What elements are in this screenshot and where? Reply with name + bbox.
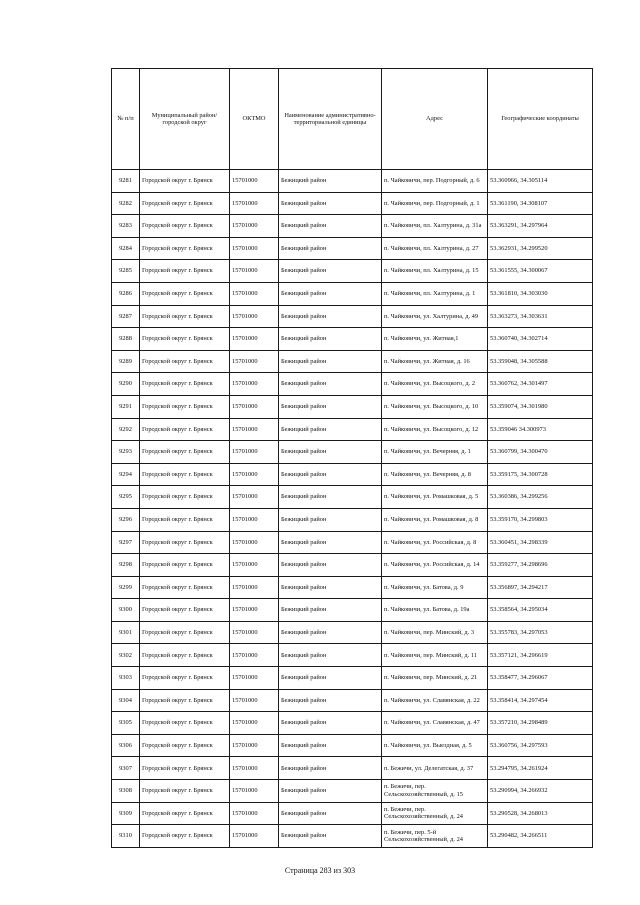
cell-coordinates: 53.360756, 34.297593 bbox=[488, 734, 593, 757]
cell-coordinates: 53.359170, 34.299803 bbox=[488, 508, 593, 531]
cell-unit: Бежицкий район bbox=[279, 689, 382, 712]
header-cell-district: Муниципальный район/городской округ bbox=[140, 69, 230, 170]
table-row bbox=[112, 305, 593, 328]
cell-district: Городской округ г. Брянск bbox=[140, 667, 230, 690]
table-row bbox=[112, 463, 593, 486]
table-row bbox=[112, 350, 593, 373]
cell-number: 9309 bbox=[112, 802, 140, 825]
cell-coordinates: 53.294795, 34.261924 bbox=[488, 757, 593, 780]
cell-address: п. Чайковичи, ул. Ромашковая, д. 8 bbox=[382, 508, 488, 531]
cell-district: Городской округ г. Брянск bbox=[140, 418, 230, 441]
cell-address: п. Чайковичи, пл. Халтурина, д. 31а bbox=[382, 215, 488, 238]
cell-number: 9285 bbox=[112, 260, 140, 283]
cell-district: Городской округ г. Брянск bbox=[140, 825, 230, 848]
cell-number: 9303 bbox=[112, 667, 140, 690]
cell-unit: Бежицкий район bbox=[279, 260, 382, 283]
cell-oktmo: 15701000 bbox=[230, 802, 279, 825]
cell-district: Городской округ г. Брянск bbox=[140, 373, 230, 396]
cell-coordinates: 53.355783, 34.297053 bbox=[488, 621, 593, 644]
cell-coordinates: 53.357121, 34.296619 bbox=[488, 644, 593, 667]
cell-unit: Бежицкий район bbox=[279, 486, 382, 509]
table-row bbox=[112, 486, 593, 509]
cell-number: 9299 bbox=[112, 576, 140, 599]
cell-unit: Бежицкий район bbox=[279, 305, 382, 328]
cell-address: п. Чайковичи, ул. Высоцкого, д. 12 bbox=[382, 418, 488, 441]
table-row bbox=[112, 621, 593, 644]
cell-address: п. Чайковичи, ул. Славянская, д. 22 bbox=[382, 689, 488, 712]
cell-district: Городской округ г. Брянск bbox=[140, 576, 230, 599]
cell-oktmo: 15701000 bbox=[230, 328, 279, 351]
cell-district: Городской округ г. Брянск bbox=[140, 531, 230, 554]
cell-unit: Бежицкий район bbox=[279, 667, 382, 690]
table-row bbox=[112, 780, 593, 803]
cell-oktmo: 15701000 bbox=[230, 734, 279, 757]
cell-unit: Бежицкий район bbox=[279, 328, 382, 351]
cell-coordinates: 53.360451, 34.298339 bbox=[488, 531, 593, 554]
cell-district: Городской округ г. Брянск bbox=[140, 712, 230, 735]
cell-address: п. Чайковичи, пер. Минский, д. 3 bbox=[382, 621, 488, 644]
table-row bbox=[112, 599, 593, 622]
cell-oktmo: 15701000 bbox=[230, 192, 279, 215]
cell-district: Городской округ г. Брянск bbox=[140, 644, 230, 667]
table-row bbox=[112, 260, 593, 283]
cell-address: п. Чайковичи, ул. Российская, д. 8 bbox=[382, 531, 488, 554]
cell-number: 9292 bbox=[112, 418, 140, 441]
cell-unit: Бежицкий район bbox=[279, 192, 382, 215]
table-row bbox=[112, 825, 593, 848]
cell-number: 9297 bbox=[112, 531, 140, 554]
cell-district: Городской округ г. Брянск bbox=[140, 192, 230, 215]
cell-coordinates: 53.363291, 34.297964 bbox=[488, 215, 593, 238]
header-cell-address: Адрес bbox=[382, 69, 488, 170]
cell-district: Городской округ г. Брянск bbox=[140, 463, 230, 486]
cell-number: 9310 bbox=[112, 825, 140, 848]
cell-district: Городской округ г. Брянск bbox=[140, 599, 230, 622]
cell-unit: Бежицкий район bbox=[279, 757, 382, 780]
cell-address: п. Чайковичи, пер. Минский, д. 21 bbox=[382, 667, 488, 690]
cell-number: 9295 bbox=[112, 486, 140, 509]
cell-address: п. Бежичи, пер. Сельскохозяйственный, д. 15 bbox=[382, 780, 488, 803]
cell-address: п. Бежичи, пер. 5-й Сельскохозяйственный, д. 24 bbox=[382, 825, 488, 848]
cell-number: 9307 bbox=[112, 757, 140, 780]
cell-address: п. Чайковичи, пер. Подгорный, д. 6 bbox=[382, 170, 488, 193]
cell-address: п. Чайковичи, ул. Вечерняя, д. 8 bbox=[382, 463, 488, 486]
cell-number: 9287 bbox=[112, 305, 140, 328]
cell-coordinates: 53.359175, 34.300728 bbox=[488, 463, 593, 486]
cell-address: п. Чайковичи, ул. Житная, д. 16 bbox=[382, 350, 488, 373]
cell-unit: Бежицкий район bbox=[279, 825, 382, 848]
cell-oktmo: 15701000 bbox=[230, 712, 279, 735]
cell-address: п. Чайковичи, пер. Минский, д. 11 bbox=[382, 644, 488, 667]
cell-unit: Бежицкий район bbox=[279, 576, 382, 599]
header-cell-oktmo: ОКТМО bbox=[230, 69, 279, 170]
cell-unit: Бежицкий район bbox=[279, 621, 382, 644]
cell-oktmo: 15701000 bbox=[230, 825, 279, 848]
cell-unit: Бежицкий район bbox=[279, 802, 382, 825]
table-row bbox=[112, 576, 593, 599]
cell-district: Городской округ г. Брянск bbox=[140, 508, 230, 531]
cell-address: п. Чайковичи, пер. Подгорный, д. 1 bbox=[382, 192, 488, 215]
header-cell-unit: Наименование административно-территориальной единицы bbox=[279, 69, 382, 170]
cell-number: 9294 bbox=[112, 463, 140, 486]
cell-address: п. Чайковичи, ул. Славянская, д. 47 bbox=[382, 712, 488, 735]
cell-district: Городской округ г. Брянск bbox=[140, 282, 230, 305]
cell-coordinates: 53.363273, 34.303631 bbox=[488, 305, 593, 328]
cell-oktmo: 15701000 bbox=[230, 350, 279, 373]
table-row bbox=[112, 531, 593, 554]
cell-coordinates: 53.356897, 34.294217 bbox=[488, 576, 593, 599]
cell-number: 9304 bbox=[112, 689, 140, 712]
cell-number: 9281 bbox=[112, 170, 140, 193]
cell-number: 9286 bbox=[112, 282, 140, 305]
cell-address: п. Чайковичи, пл. Халтурина, д. 1 bbox=[382, 282, 488, 305]
cell-coordinates: 53.360740, 34.302714 bbox=[488, 328, 593, 351]
cell-address: п. Бежичи, пер. Сельскохозяйственный, д. 24 bbox=[382, 802, 488, 825]
table-row bbox=[112, 712, 593, 735]
cell-coordinates: 53.361810, 34.303030 bbox=[488, 282, 593, 305]
table-row bbox=[112, 282, 593, 305]
cell-oktmo: 15701000 bbox=[230, 486, 279, 509]
cell-unit: Бежицкий район bbox=[279, 644, 382, 667]
cell-coordinates: 53.361555, 34.300067 bbox=[488, 260, 593, 283]
cell-unit: Бежицкий район bbox=[279, 350, 382, 373]
cell-address: п. Чайковичи, ул. Ромашковая, д. 5 bbox=[382, 486, 488, 509]
cell-coordinates: 53.357210, 34.298489 bbox=[488, 712, 593, 735]
cell-address: п. Чайковичи, пл. Халтурина, д. 15 bbox=[382, 260, 488, 283]
cell-number: 9288 bbox=[112, 328, 140, 351]
cell-district: Городской округ г. Брянск bbox=[140, 170, 230, 193]
cell-unit: Бежицкий район bbox=[279, 373, 382, 396]
cell-number: 9301 bbox=[112, 621, 140, 644]
cell-coordinates: 53.358477, 34.296067 bbox=[488, 667, 593, 690]
cell-oktmo: 15701000 bbox=[230, 689, 279, 712]
cell-number: 9296 bbox=[112, 508, 140, 531]
cell-oktmo: 15701000 bbox=[230, 441, 279, 464]
cell-unit: Бежицкий район bbox=[279, 463, 382, 486]
table-row bbox=[112, 508, 593, 531]
cell-coordinates: 53.359048, 34.305588 bbox=[488, 350, 593, 373]
table-row bbox=[112, 441, 593, 464]
cell-coordinates: 53.358564, 34.295034 bbox=[488, 599, 593, 622]
cell-oktmo: 15701000 bbox=[230, 395, 279, 418]
cell-oktmo: 15701000 bbox=[230, 373, 279, 396]
cell-coordinates: 53.359046 34.300973 bbox=[488, 418, 593, 441]
cell-oktmo: 15701000 bbox=[230, 215, 279, 238]
cell-district: Городской округ г. Брянск bbox=[140, 441, 230, 464]
page-number: Страница 283 из 303 bbox=[284, 866, 356, 875]
cell-district: Городской округ г. Брянск bbox=[140, 780, 230, 803]
cell-district: Городской округ г. Брянск bbox=[140, 260, 230, 283]
cell-coordinates: 53.360799, 34.300470 bbox=[488, 441, 593, 464]
cell-district: Городской округ г. Брянск bbox=[140, 734, 230, 757]
cell-coordinates: 53.360762, 34.301497 bbox=[488, 373, 593, 396]
table-row bbox=[112, 237, 593, 260]
cell-oktmo: 15701000 bbox=[230, 621, 279, 644]
cell-oktmo: 15701000 bbox=[230, 554, 279, 577]
cell-oktmo: 15701000 bbox=[230, 599, 279, 622]
table-row bbox=[112, 644, 593, 667]
cell-coordinates: 53.362931, 34.299520 bbox=[488, 237, 593, 260]
cell-address: п. Бежичи, ул. Делегатская, д. 37 bbox=[382, 757, 488, 780]
cell-oktmo: 15701000 bbox=[230, 282, 279, 305]
cell-unit: Бежицкий район bbox=[279, 170, 382, 193]
cell-number: 9302 bbox=[112, 644, 140, 667]
cell-oktmo: 15701000 bbox=[230, 576, 279, 599]
cell-number: 9283 bbox=[112, 215, 140, 238]
cell-oktmo: 15701000 bbox=[230, 508, 279, 531]
cell-coordinates: 53.290482, 34.266511 bbox=[488, 825, 593, 848]
cell-district: Городской округ г. Брянск bbox=[140, 237, 230, 260]
cell-unit: Бежицкий район bbox=[279, 508, 382, 531]
cell-district: Городской округ г. Брянск bbox=[140, 395, 230, 418]
cell-address: п. Чайковичи, ул. Высоцкого, д. 10 bbox=[382, 395, 488, 418]
cell-number: 9298 bbox=[112, 554, 140, 577]
cell-number: 9293 bbox=[112, 441, 140, 464]
cell-oktmo: 15701000 bbox=[230, 531, 279, 554]
table-row bbox=[112, 170, 593, 193]
cell-number: 9300 bbox=[112, 599, 140, 622]
cell-number: 9284 bbox=[112, 237, 140, 260]
cell-district: Городской округ г. Брянск bbox=[140, 689, 230, 712]
cell-address: п. Чайковичи, ул. Вечерняя, д. 1 bbox=[382, 441, 488, 464]
cell-address: п. Чайковичи, ул. Батова, д. 9 bbox=[382, 576, 488, 599]
data-table bbox=[111, 68, 593, 848]
cell-unit: Бежицкий район bbox=[279, 780, 382, 803]
table-row bbox=[112, 328, 593, 351]
cell-district: Городской округ г. Брянск bbox=[140, 305, 230, 328]
header-cell-coordinates: Географические координаты bbox=[488, 69, 593, 170]
cell-coordinates: 53.359277, 34.298696 bbox=[488, 554, 593, 577]
cell-unit: Бежицкий район bbox=[279, 734, 382, 757]
cell-oktmo: 15701000 bbox=[230, 170, 279, 193]
cell-coordinates: 53.290994, 34.266932 bbox=[488, 780, 593, 803]
cell-number: 9291 bbox=[112, 395, 140, 418]
cell-unit: Бежицкий район bbox=[279, 215, 382, 238]
cell-unit: Бежицкий район bbox=[279, 554, 382, 577]
table-row bbox=[112, 192, 593, 215]
table-row bbox=[112, 734, 593, 757]
cell-oktmo: 15701000 bbox=[230, 463, 279, 486]
cell-unit: Бежицкий район bbox=[279, 441, 382, 464]
cell-number: 9290 bbox=[112, 373, 140, 396]
cell-unit: Бежицкий район bbox=[279, 237, 382, 260]
cell-number: 9308 bbox=[112, 780, 140, 803]
cell-district: Городской округ г. Брянск bbox=[140, 350, 230, 373]
cell-number: 9289 bbox=[112, 350, 140, 373]
cell-district: Городской округ г. Брянск bbox=[140, 328, 230, 351]
cell-district: Городской округ г. Брянск bbox=[140, 621, 230, 644]
cell-address: п. Чайковичи, ул. Халтурина, д. 49 bbox=[382, 305, 488, 328]
cell-district: Городской округ г. Брянск bbox=[140, 215, 230, 238]
cell-district: Городской округ г. Брянск bbox=[140, 802, 230, 825]
cell-unit: Бежицкий район bbox=[279, 395, 382, 418]
cell-address: п. Чайковичи, ул. Российская, д. 14 bbox=[382, 554, 488, 577]
table-row bbox=[112, 418, 593, 441]
cell-unit: Бежицкий район bbox=[279, 418, 382, 441]
cell-number: 9282 bbox=[112, 192, 140, 215]
table-row bbox=[112, 667, 593, 690]
cell-district: Городской округ г. Брянск bbox=[140, 554, 230, 577]
cell-address: п. Чайковичи, ул. Высоцкого, д. 2 bbox=[382, 373, 488, 396]
cell-district: Городской округ г. Брянск bbox=[140, 486, 230, 509]
cell-unit: Бежицкий район bbox=[279, 282, 382, 305]
cell-oktmo: 15701000 bbox=[230, 667, 279, 690]
cell-oktmo: 15701000 bbox=[230, 644, 279, 667]
table-row bbox=[112, 689, 593, 712]
cell-oktmo: 15701000 bbox=[230, 757, 279, 780]
cell-number: 9305 bbox=[112, 712, 140, 735]
cell-oktmo: 15701000 bbox=[230, 305, 279, 328]
cell-address: п. Чайковичи, ул. Батова, д. 19а bbox=[382, 599, 488, 622]
cell-oktmo: 15701000 bbox=[230, 260, 279, 283]
table-row bbox=[112, 802, 593, 825]
table-row bbox=[112, 395, 593, 418]
header-cell-number: № п/п bbox=[112, 69, 140, 170]
cell-oktmo: 15701000 bbox=[230, 418, 279, 441]
cell-coordinates: 53.361190, 34.308107 bbox=[488, 192, 593, 215]
cell-address: п. Чайковичи, ул. Житная,1 bbox=[382, 328, 488, 351]
cell-oktmo: 15701000 bbox=[230, 780, 279, 803]
cell-address: п. Чайковичи, ул. Выездная, д. 5 bbox=[382, 734, 488, 757]
cell-unit: Бежицкий район bbox=[279, 531, 382, 554]
cell-address: п. Чайковичи, пл. Халтурина, д. 27 bbox=[382, 237, 488, 260]
cell-coordinates: 53.360386, 34.299256 bbox=[488, 486, 593, 509]
cell-coordinates: 53.290528, 34.268013 bbox=[488, 802, 593, 825]
table-row bbox=[112, 373, 593, 396]
cell-district: Городской округ г. Брянск bbox=[140, 757, 230, 780]
table-row bbox=[112, 757, 593, 780]
cell-coordinates: 53.360966, 34.305114 bbox=[488, 170, 593, 193]
table-row bbox=[112, 554, 593, 577]
cell-unit: Бежицкий район bbox=[279, 599, 382, 622]
cell-number: 9306 bbox=[112, 734, 140, 757]
cell-oktmo: 15701000 bbox=[230, 237, 279, 260]
table-row bbox=[112, 215, 593, 238]
cell-unit: Бежицкий район bbox=[279, 712, 382, 735]
cell-coordinates: 53.359074, 34.301980 bbox=[488, 395, 593, 418]
header-row bbox=[112, 69, 593, 170]
cell-coordinates: 53.358414, 34.297454 bbox=[488, 689, 593, 712]
